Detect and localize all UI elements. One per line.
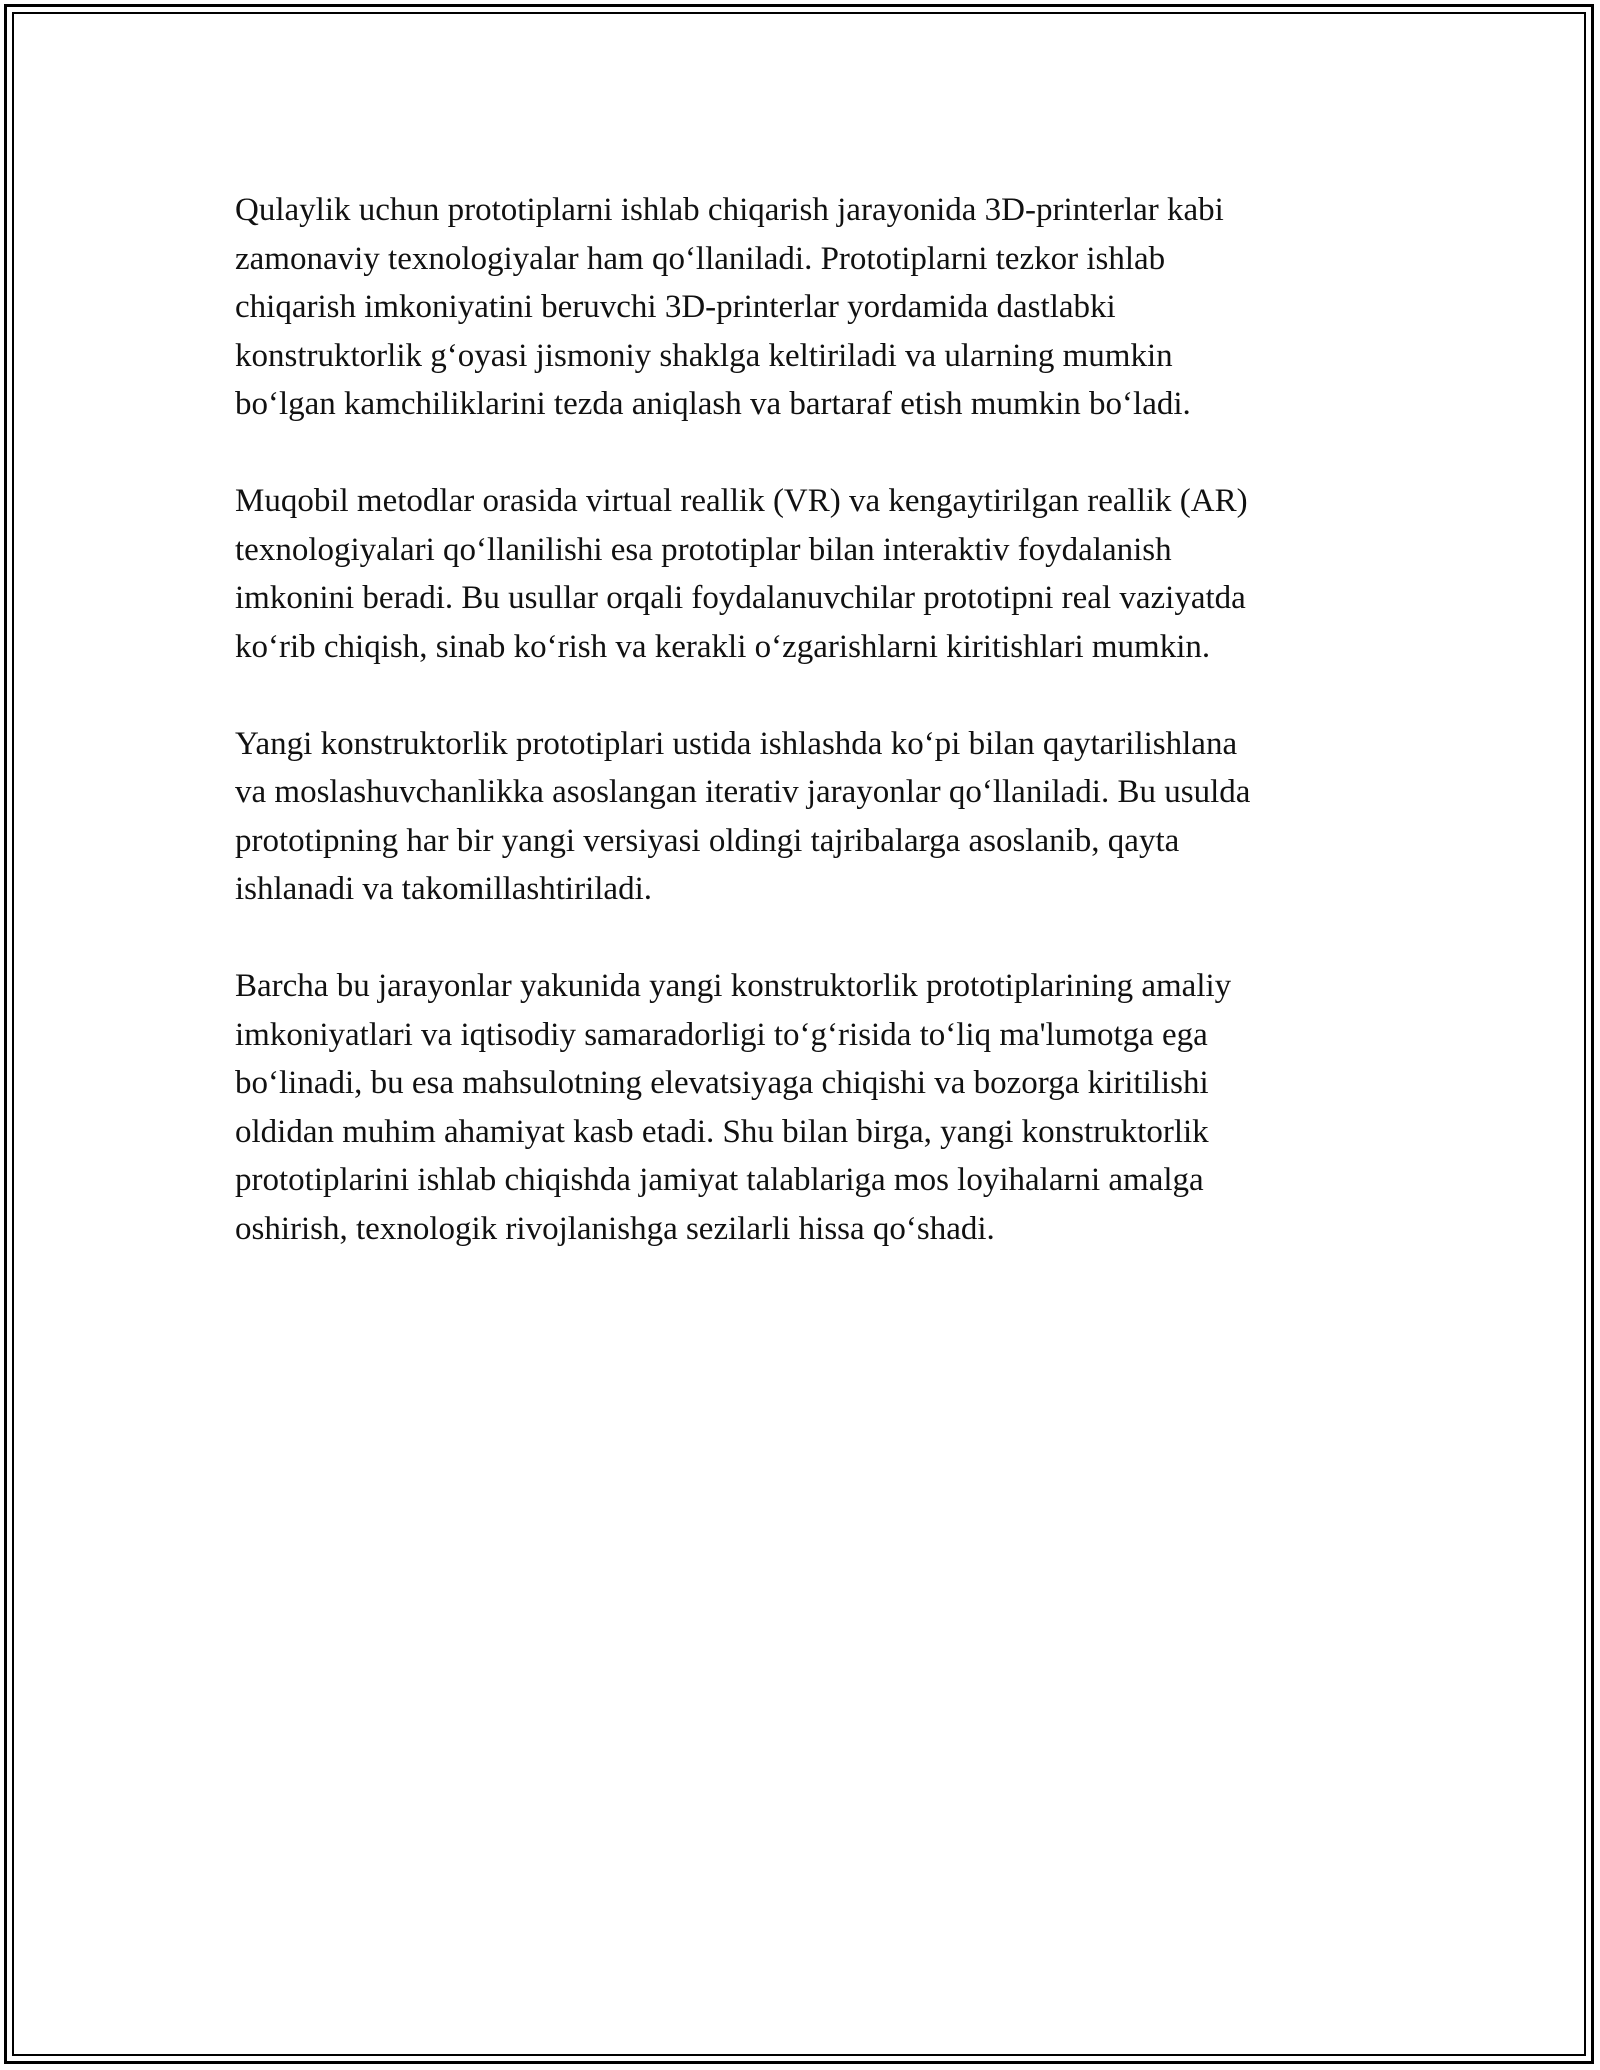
text-line: bo‘linadi, bu esa mahsulotning elevatsiyaga chiqishi va bozorga kiritilishi: [235, 1065, 1209, 1101]
text-line: prototipning har bir yangi versiyasi oldingi tajribalarga asoslanib, qayta: [235, 822, 1180, 859]
text-line: Muqobil metodlar orasida virtual reallik (VR) va kengaytirilgan reallik (AR): [235, 483, 1248, 519]
text-line: oldidan muhim ahamiyat kasb etadi. Shu bilan birga, yangi konstruktorlik: [235, 1113, 1209, 1150]
paragraph-3: [235, 720, 1375, 914]
text-line: bo‘lgan kamchiliklarini tezda aniqlash va bartaraf etish mumkin bo‘ladi.: [235, 386, 1191, 422]
text-line: Barcha bu jarayonlar yakunida yangi konstruktorlik prototiplarining amaliy: [235, 968, 1232, 1004]
text-line: Qulaylik uchun prototiplarni ishlab chiqarish jarayonida 3D-printerlar kabi: [235, 192, 1224, 228]
text-line: zamonaviy texnologiyalar ham qo‘llaniladi. Prototiplarni tezkor ishlab: [235, 240, 1166, 277]
document-body: [235, 186, 1375, 1302]
paragraph-1: [235, 186, 1375, 429]
paragraph-2: [235, 477, 1375, 671]
text-line: chiqarish imkoniyatini beruvchi 3D-printerlar yordamida dastlabki: [235, 289, 1116, 325]
text-line: prototiplarini ishlab chiqishda jamiyat talablariga mos loyihalarni amalga: [235, 1162, 1204, 1198]
text-line: texnologiyalari qo‘llanilishi esa prototiplar bilan interaktiv foydalanish: [235, 531, 1172, 568]
text-line: konstruktorlik g‘oyasi jismoniy shaklga keltiriladi va ularning mumkin: [235, 337, 1173, 374]
text-line: ko‘rib chiqish, sinab ko‘rish va kerakli o‘zgarishlarni kiritishlari mumkin.: [235, 628, 1211, 665]
text-line: va moslashuvchanlikka asoslangan iterativ jarayonlar qo‘llaniladi. Bu usulda: [235, 774, 1251, 810]
text-line: Yangi konstruktorlik prototiplari ustida ishlashda ko‘pi bilan qaytarilishlana: [235, 725, 1238, 762]
text-line: oshirish, texnologik rivojlanishga sezilarli hissa qo‘shadi.: [235, 1210, 995, 1247]
text-line: imkoniyatlari va iqtisodiy samaradorligi to‘g‘risida to‘liq ma'lumotga ega: [235, 1016, 1208, 1053]
text-line: ishlanadi va takomillashtiriladi.: [235, 871, 652, 907]
text-line: imkonini beradi. Bu usullar orqali foydalanuvchilar prototipni real vaziyatda: [235, 580, 1246, 616]
paragraph-4: [235, 962, 1375, 1253]
